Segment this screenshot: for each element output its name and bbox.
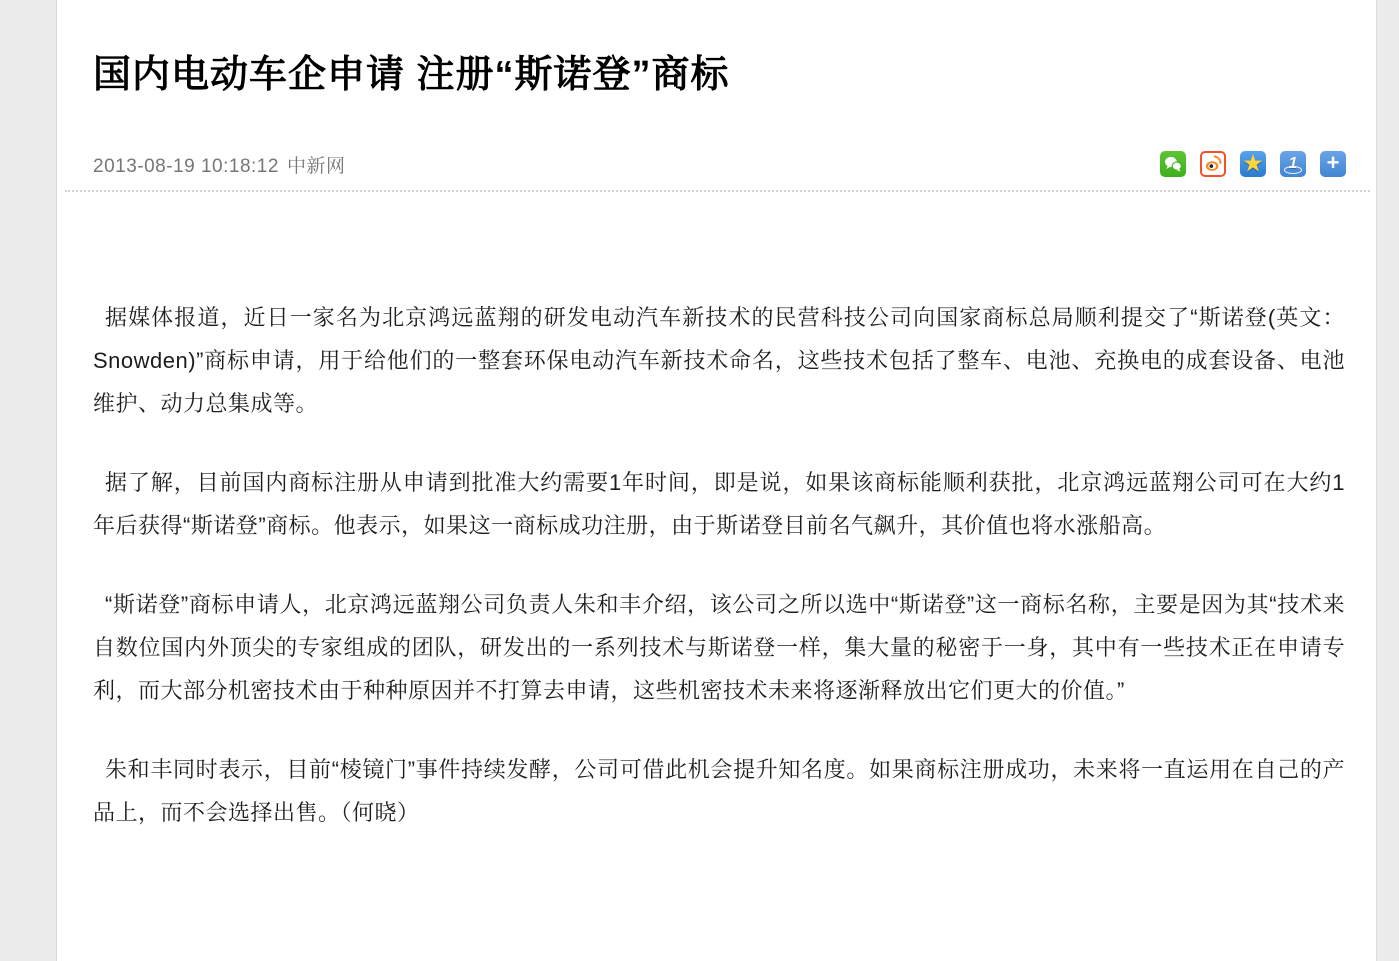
qzone-star-glyph: ★ (1243, 153, 1263, 175)
article-paragraph: 据了解，目前国内商标注册从申请到批准大约需要1年时间，即是说，如果该商标能顺利获批，北京鸿远蓝翔公司可在大约1年后获得“斯诺登”商标。他表示，如果这一商标成功注册，由于斯诺登目前名气飙升，其价值也将水涨船高。 (93, 470, 1345, 538)
more-share-icon[interactable] (1320, 151, 1346, 177)
article-dateline (93, 151, 345, 178)
number-one-glyph: 1 (1288, 155, 1298, 172)
wechat-bubbles-glyph (1163, 154, 1183, 174)
one-click-share-icon[interactable] (1280, 151, 1306, 177)
article-paragraph: 朱和丰同时表示，目前“棱镜门”事件持续发酵，公司可借此机会提升知名度。如果商标注册成功，未来将一直运用在自己的产品上，而不会选择出售。（何晓） (93, 757, 1345, 825)
qzone-share-icon[interactable] (1240, 151, 1266, 177)
weibo-share-icon[interactable] (1200, 151, 1226, 177)
wechat-share-icon[interactable] (1160, 151, 1186, 177)
page-title: 国内电动车企申请 注册“斯诺登”商标 (93, 54, 730, 96)
source-name: 中新网 (286, 155, 346, 177)
publish-datetime: 2013-08-19 10:18:12 (93, 155, 279, 177)
article-paragraph: 据媒体报道，近日一家名为北京鸿远蓝翔的研发电动汽车新技术的民营科技公司向国家商标总局顺利提交了“斯诺登(英文：Snowden)”商标申请，用于给他们的一整套环保电动汽车新技术命名，这些技术包括了整车、电池、充换电的成套设备、电池维护、动力总集成等。 (93, 305, 1345, 416)
article-content (57, 0, 1376, 961)
left-page-gutter (0, 0, 57, 961)
share-bar (1160, 151, 1346, 177)
article-meta-row (93, 150, 1346, 178)
dotted-separator (65, 190, 1370, 192)
plus-glyph: + (1326, 150, 1340, 175)
weibo-sun-glyph (1203, 154, 1223, 174)
article-body (57, 296, 1376, 834)
article-header (57, 50, 1376, 178)
right-page-gutter (1376, 0, 1399, 961)
article-paragraph: “斯诺登”商标申请人，北京鸿远蓝翔公司负责人朱和丰介绍，该公司之所以选中“斯诺登”这一商标名称，主要是因为其“技术来自数位国内外顶尖的专家组成的团队，研发出的一系列技术与斯诺登一样，集大量的秘密于一身，其中有一些技术正在申请专利，而大部分机密技术由于种种原因并不打算去申请，这些机密技术未来将逐渐释放出它们更大的价值。” (93, 592, 1345, 703)
